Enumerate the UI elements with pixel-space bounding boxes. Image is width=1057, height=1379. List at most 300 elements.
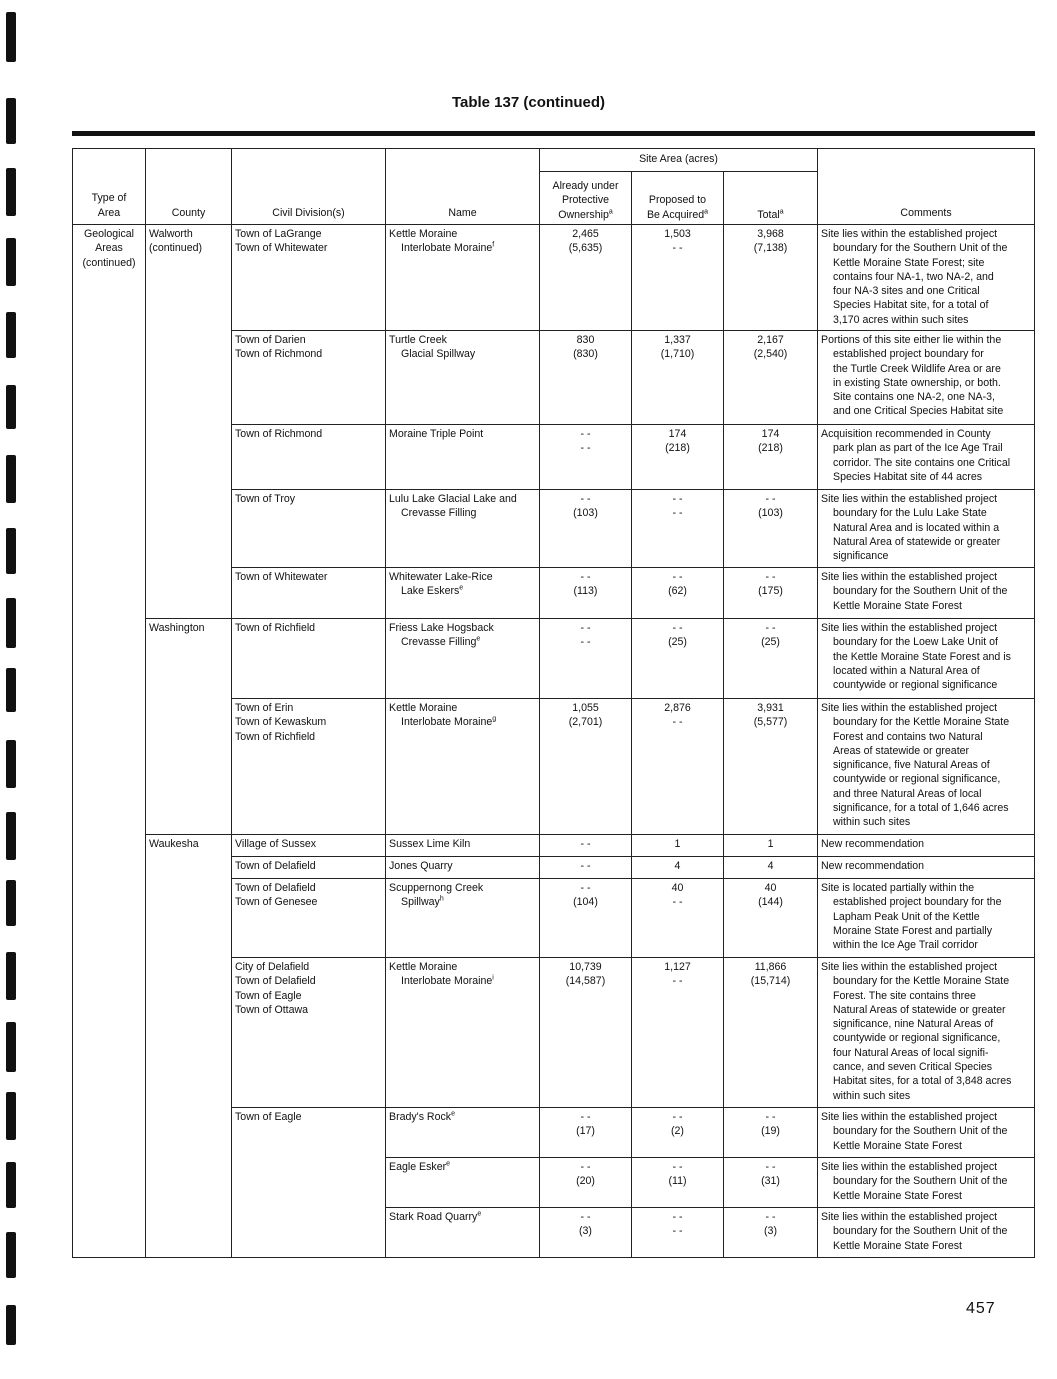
footnote-mark: a	[608, 208, 613, 216]
site-name-cell	[386, 835, 540, 857]
comment-line: Site lies within the established project	[821, 961, 998, 973]
header-type-line: Type of	[91, 192, 127, 205]
comment-line: and one Critical Species Habitat site	[833, 405, 1004, 418]
site-name-line: Scuppernong Creek	[389, 882, 484, 894]
comments-cell	[818, 619, 1035, 699]
site-name-cell	[386, 1158, 540, 1208]
site-name-line: Moraine Triple Point	[389, 428, 484, 440]
comments-cell	[818, 490, 1035, 568]
comment-line: Site lies within the established project	[821, 622, 998, 634]
header-civil-division: Civil Division(s)	[232, 149, 386, 225]
comment-line: Site lies within the established project	[821, 571, 998, 583]
proposed-acres-cell	[632, 857, 724, 879]
footnote-mark: e	[451, 1110, 455, 1118]
proposed-acres-line: - -	[672, 1161, 683, 1173]
comment-line: countywide or regional significance,	[833, 773, 1001, 786]
comment-line: boundary for the Southern Unit of the	[833, 1225, 1008, 1238]
binding-mark	[6, 952, 16, 1000]
site-name-cell	[386, 857, 540, 879]
total-acres-cell	[724, 1208, 818, 1258]
site-name-cell	[386, 1208, 540, 1258]
civil-division-cell	[232, 225, 386, 331]
comment-line: New recommendation	[821, 860, 925, 872]
civil-division-cell	[232, 619, 386, 699]
site-name-line: Lulu Lake Glacial Lake and	[389, 493, 517, 505]
comment-line: Site lies within the established project	[821, 1161, 998, 1173]
comment-line: cance, and seven Critical Species	[833, 1061, 993, 1074]
already-owned-line: (2,701)	[568, 716, 603, 729]
county-cell	[146, 225, 232, 619]
already-owned-cell	[540, 1158, 632, 1208]
total-acres-cell	[724, 331, 818, 425]
proposed-acres-line: 1,503	[664, 228, 691, 240]
already-owned-line: (104)	[573, 896, 598, 909]
binding-mark	[6, 740, 16, 788]
proposed-acres-line: (1,710)	[660, 348, 695, 361]
site-name-line: Friess Lake Hogsback	[389, 622, 494, 634]
total-acres-line: 1	[767, 838, 774, 850]
comment-line: Kettle Moraine State Forest	[833, 1189, 962, 1202]
civil-division-cell	[232, 835, 386, 857]
binding-mark	[6, 312, 16, 358]
comment-line: Site lies within the established project	[821, 1111, 998, 1123]
comment-line: Site lies within the established project	[821, 702, 998, 714]
already-owned-line: - -	[580, 622, 591, 634]
binding-mark	[6, 1092, 16, 1140]
civil-division-line: Town of Delafield	[235, 975, 316, 988]
site-name-line: Kettle Moraine	[389, 961, 458, 973]
county-line: (continued)	[149, 242, 202, 255]
binding-mark	[6, 385, 16, 429]
already-owned-cell	[540, 958, 632, 1108]
civil-division-line: Town of Delafield	[235, 860, 316, 872]
already-owned-line: - -	[580, 493, 591, 505]
total-acres-cell	[724, 225, 818, 331]
site-name-cell	[386, 225, 540, 331]
total-acres-cell	[724, 835, 818, 857]
footnote-mark: a	[704, 208, 709, 216]
comment-line: boundary for the Kettle Moraine State	[833, 716, 1010, 729]
comment-line: located within a Natural Area of	[833, 664, 980, 677]
total-acres-line: 3,968	[757, 228, 784, 240]
comment-line: in existing State ownership, or both.	[833, 376, 1001, 389]
already-owned-cell	[540, 331, 632, 425]
already-owned-cell	[540, 225, 632, 331]
comment-line: within such sites	[833, 1089, 911, 1102]
site-name-line: Brady's Rock$^e$	[389, 1110, 455, 1123]
comment-line: Site lies within the established project	[821, 1211, 998, 1223]
comment-line: boundary for the Southern Unit of the	[833, 1125, 1008, 1138]
site-name-line: Whitewater Lake-Rice	[389, 571, 493, 583]
site-name-line: Turtle Creek	[389, 334, 447, 346]
proposed-acres-line: (218)	[665, 442, 690, 455]
total-acres-line: - -	[765, 1161, 776, 1173]
comment-line: the Turtle Creek Wildlife Area or are	[833, 362, 1001, 375]
total-acres-line: (5,577)	[753, 716, 788, 729]
total-acres-line: (175)	[758, 585, 783, 598]
site-name-line: Sussex Lime Kiln	[389, 838, 471, 850]
site-name-line: Stark Road Quarry$^e$	[389, 1210, 482, 1223]
proposed-acres-cell	[632, 1208, 724, 1258]
proposed-acres-line: - -	[672, 507, 683, 520]
comment-line: Habitat sites, for a total of 3,848 acres	[833, 1075, 1012, 1088]
total-acres-line: (31)	[761, 1175, 780, 1188]
proposed-acres-line: - -	[672, 571, 683, 583]
civil-division-cell	[232, 857, 386, 879]
already-owned-line: - -	[580, 838, 591, 850]
proposed-acres-cell	[632, 835, 724, 857]
total-acres-line: 3,931	[757, 702, 784, 714]
already-owned-line: - -	[580, 882, 591, 894]
already-owned-line: (103)	[573, 507, 598, 520]
already-owned-cell	[540, 490, 632, 568]
total-acres-line: - -	[765, 571, 776, 583]
binding-mark	[6, 880, 16, 926]
binding-mark	[6, 238, 16, 286]
civil-division-line: Town of Kewaskum	[235, 716, 327, 729]
civil-division-line: Town of Richmond	[235, 348, 323, 361]
total-acres-line: - -	[765, 1111, 776, 1123]
comment-line: Species Habitat site, for a total of	[833, 299, 989, 312]
type-of-area-line: (continued)	[82, 256, 136, 269]
proposed-acres-line: (25)	[668, 636, 687, 649]
binding-mark	[6, 812, 16, 860]
already-owned-cell	[540, 1208, 632, 1258]
header-site-area: Site Area (acres)	[540, 149, 818, 172]
comments-cell	[818, 425, 1035, 490]
comment-line: Moraine State Forest and partially	[833, 924, 993, 937]
county-cell	[146, 619, 232, 835]
title-rule	[72, 131, 1035, 136]
footnote-mark: e	[459, 584, 464, 592]
page-title: Table 137 (continued)	[451, 94, 606, 111]
site-name-cell	[386, 490, 540, 568]
comment-line: boundary for the Kettle Moraine State	[833, 975, 1010, 988]
already-owned-line: (20)	[576, 1175, 595, 1188]
proposed-acres-line: 174	[668, 428, 687, 440]
proposed-acres-line: - -	[672, 716, 683, 729]
table-row	[73, 225, 1035, 331]
site-name-cell	[386, 619, 540, 699]
already-owned-line: (830)	[573, 348, 598, 361]
total-acres-line: (15,714)	[750, 975, 791, 988]
county-cell	[146, 835, 232, 1258]
binding-mark	[6, 528, 16, 574]
already-owned-line: (3)	[579, 1225, 592, 1238]
footnote-mark: g	[492, 715, 497, 723]
site-name-line: Eagle Esker$^e$	[389, 1160, 451, 1173]
comment-line: boundary for the Southern Unit of the	[833, 585, 1008, 598]
civil-division-cell	[232, 699, 386, 835]
comment-line: Natural Area of statewide or greater	[833, 535, 1001, 548]
already-owned-cell	[540, 568, 632, 619]
proposed-acres-line: - -	[672, 1111, 683, 1123]
proposed-acres-cell	[632, 958, 724, 1108]
comment-line: four NA-3 sites and one Critical	[833, 285, 980, 298]
comments-cell	[818, 568, 1035, 619]
proposed-acres-cell	[632, 568, 724, 619]
comments-cell	[818, 1158, 1035, 1208]
already-owned-line: - -	[580, 442, 591, 455]
binding-mark	[6, 1232, 16, 1278]
comments-cell	[818, 958, 1035, 1108]
proposed-acres-cell	[632, 425, 724, 490]
already-owned-line: - -	[580, 1211, 591, 1223]
proposed-acres-line: (11)	[668, 1175, 687, 1188]
type-of-area-line: Areas	[95, 242, 123, 255]
already-owned-line: 2,465	[572, 228, 599, 240]
civil-division-line: Town of Whitewater	[235, 571, 328, 583]
site-name-line: Spillway$^h$	[401, 895, 444, 909]
comments-cell	[818, 1108, 1035, 1158]
civil-division-line: Town of Richmond	[235, 428, 323, 440]
header-already-line: Ownership	[558, 208, 609, 221]
civil-division-line: Town of Richfield	[235, 730, 316, 743]
header-proposed-line: Be Acquired	[646, 208, 705, 221]
header-type-line: Area	[97, 206, 121, 219]
comment-line: Natural Areas of statewide or greater	[833, 1003, 1006, 1016]
site-name-line: Glacial Spillway	[401, 348, 476, 361]
civil-division-line: Town of Whitewater	[235, 242, 328, 255]
comment-line: Areas of statewide or greater	[833, 744, 970, 757]
comment-line: corridor. The site contains one Critical	[833, 456, 1011, 469]
civil-division-line: Town of Eagle	[235, 1111, 302, 1123]
header-proposed-line: Proposed to	[648, 194, 707, 207]
comment-line: Site is located partially within the	[821, 882, 975, 894]
proposed-acres-line: - -	[672, 493, 683, 505]
already-owned-cell	[540, 835, 632, 857]
already-owned-line: - -	[580, 1161, 591, 1173]
header-name: Name	[386, 149, 540, 225]
already-owned-line: 1,055	[572, 702, 599, 714]
comment-line: Natural Area and is located within a	[833, 521, 1000, 534]
site-name-cell	[386, 331, 540, 425]
type-of-area-line: Geological	[83, 228, 135, 240]
comments-cell	[818, 225, 1035, 331]
proposed-acres-cell	[632, 1158, 724, 1208]
total-acres-cell	[724, 490, 818, 568]
comment-line: Lapham Peak Unit of the Kettle	[833, 910, 980, 923]
comment-line: Species Habitat site of 44 acres	[833, 470, 983, 483]
comment-line: countywide or regional significance,	[833, 1032, 1001, 1045]
already-owned-line: (14,587)	[565, 975, 606, 988]
site-name-cell	[386, 958, 540, 1108]
civil-division-line: Village of Sussex	[235, 838, 317, 850]
proposed-acres-line: 1	[674, 838, 681, 850]
proposed-acres-line: 40	[671, 882, 684, 894]
proposed-acres-line: - -	[672, 1211, 683, 1223]
comment-line: established project boundary for	[833, 348, 984, 361]
comment-line: significance, nine Natural Areas of	[833, 1018, 994, 1031]
header-county: County	[146, 149, 232, 225]
site-name-line: Kettle Moraine	[389, 702, 458, 714]
civil-division-line: Town of Genesee	[235, 896, 318, 909]
comment-line: Portions of this site either lie within the	[821, 334, 1002, 346]
proposed-acres-line: - -	[672, 896, 683, 909]
civil-division-line: Town of Ottawa	[235, 1003, 309, 1016]
binding-mark	[6, 598, 16, 648]
comments-cell	[818, 879, 1035, 958]
site-name-cell	[386, 425, 540, 490]
proposed-acres-line: - -	[672, 1225, 683, 1238]
total-acres-line: 40	[764, 882, 777, 894]
comment-line: contains four NA-1, two NA-2, and	[833, 270, 994, 283]
comment-line: Site lies within the established project	[821, 228, 998, 240]
total-acres-line: - -	[765, 1211, 776, 1223]
proposed-acres-cell	[632, 331, 724, 425]
already-owned-cell	[540, 879, 632, 958]
already-owned-cell	[540, 1108, 632, 1158]
county-line: Washington	[149, 622, 205, 634]
civil-division-line: Town of Darien	[235, 334, 306, 346]
proposed-acres-line: - -	[672, 622, 683, 634]
page-number: 457	[966, 1300, 996, 1317]
comment-line: established project boundary for the	[833, 896, 1002, 909]
comment-line: boundary for the Loew Lake Unit of	[833, 636, 998, 649]
proposed-acres-cell	[632, 1108, 724, 1158]
footnote-mark: h	[439, 895, 444, 903]
total-acres-line: (7,138)	[753, 242, 788, 255]
comment-line: significance, for a total of 1,646 acres	[833, 802, 1009, 815]
proposed-acres-line: (62)	[668, 585, 687, 598]
proposed-acres-cell	[632, 699, 724, 835]
comment-line: boundary for the Southern Unit of the	[833, 242, 1008, 255]
comment-line: within such sites	[833, 816, 911, 829]
civil-division-cell	[232, 490, 386, 568]
type-of-area-cell	[73, 225, 146, 1258]
total-acres-cell	[724, 879, 818, 958]
header-type	[73, 149, 146, 225]
already-owned-line: - -	[580, 571, 591, 583]
civil-division-line: Town of Troy	[235, 493, 296, 505]
already-owned-line: (113)	[573, 585, 598, 598]
total-acres-line: (3)	[764, 1225, 777, 1238]
total-acres-line: (103)	[758, 507, 783, 520]
header-total-label: Total	[757, 208, 780, 221]
site-name-line: Lake Eskers$^e$	[401, 584, 464, 598]
total-acres-line: (2,540)	[753, 348, 788, 361]
footnote-mark: e	[477, 1210, 482, 1218]
already-owned-line: - -	[580, 1111, 591, 1123]
comment-line: Acquisition recommended in County	[821, 428, 991, 440]
header-already-line: Protective	[561, 194, 610, 207]
already-owned-line: - -	[580, 428, 591, 440]
site-name-line: Jones Quarry	[389, 860, 453, 872]
site-name-cell	[386, 568, 540, 619]
total-acres-line: 11,866	[754, 961, 787, 973]
comments-cell	[818, 835, 1035, 857]
proposed-acres-cell	[632, 879, 724, 958]
already-owned-line: 830	[576, 334, 595, 346]
already-owned-line: - -	[580, 636, 591, 649]
already-owned-line: - -	[580, 860, 591, 872]
binding-mark	[6, 455, 16, 503]
site-name-line: Interlobate Moraine$^g$	[401, 715, 497, 729]
header-total	[724, 172, 818, 225]
county-line: Walworth	[149, 228, 193, 240]
header-proposed	[632, 172, 724, 225]
total-acres-line: 4	[767, 860, 774, 872]
footnote-mark: a	[779, 208, 784, 216]
civil-division-cell	[232, 425, 386, 490]
comment-line: Kettle Moraine State Forest	[833, 1239, 962, 1252]
comment-line: within the Ice Age Trail corridor	[833, 939, 978, 952]
civil-division-cell	[232, 879, 386, 958]
site-name-line: Interlobate Moraine$^i$	[401, 974, 494, 988]
footnote-mark: e	[446, 1160, 451, 1168]
footnote-mark: e	[476, 635, 481, 643]
header-already-owned	[540, 172, 632, 225]
total-acres-cell	[724, 1158, 818, 1208]
binding-mark	[6, 12, 16, 62]
binding-mark	[6, 168, 16, 216]
total-acres-cell	[724, 857, 818, 879]
comment-line: and three Natural Areas of local	[833, 787, 982, 800]
total-acres-cell	[724, 1108, 818, 1158]
proposed-acres-cell	[632, 490, 724, 568]
proposed-acres-line: 4	[674, 860, 681, 872]
already-owned-cell	[540, 425, 632, 490]
total-acres-line: (19)	[761, 1125, 780, 1138]
proposed-acres-cell	[632, 619, 724, 699]
already-owned-line: (17)	[576, 1125, 595, 1138]
proposed-acres-line: 1,127	[664, 961, 691, 973]
binding-mark	[6, 668, 16, 712]
civil-division-line: Town of Delafield	[235, 882, 316, 894]
civil-division-cell	[232, 958, 386, 1108]
total-acres-line: 174	[761, 428, 780, 440]
site-name-cell	[386, 879, 540, 958]
site-name-line: Crevasse Filling	[401, 507, 477, 520]
site-name-line: Kettle Moraine	[389, 228, 458, 240]
already-owned-cell	[540, 699, 632, 835]
site-name-cell	[386, 699, 540, 835]
total-acres-line: (144)	[758, 896, 783, 909]
already-owned-line: (5,635)	[568, 242, 603, 255]
already-owned-line: 10,739	[569, 961, 602, 973]
site-name-line: Crevasse Filling$^e$	[401, 635, 481, 649]
civil-division-line: Town of LaGrange	[235, 228, 322, 240]
total-acres-cell	[724, 958, 818, 1108]
already-owned-cell	[540, 857, 632, 879]
total-acres-line: (218)	[758, 442, 783, 455]
already-owned-cell	[540, 619, 632, 699]
comment-line: Forest and contains two Natural	[833, 730, 983, 743]
comment-line: boundary for the Lulu Lake State	[833, 507, 987, 520]
total-acres-line: - -	[765, 622, 776, 634]
comments-cell	[818, 331, 1035, 425]
binding-mark	[6, 1305, 16, 1345]
comment-line: Forest. The site contains three	[833, 989, 976, 1002]
comment-line: Kettle Moraine State Forest	[833, 1139, 962, 1152]
comment-line: countywide or regional significance	[833, 679, 998, 692]
table-row	[73, 835, 1035, 857]
comment-line: four Natural Areas of local signifi-	[833, 1046, 989, 1059]
proposed-acres-line: - -	[672, 975, 683, 988]
comment-line: significance	[833, 550, 889, 563]
comment-line: boundary for the Southern Unit of the	[833, 1175, 1008, 1188]
proposed-acres-line: 2,876	[664, 702, 691, 714]
civil-division-line: Town of Richfield	[235, 622, 316, 634]
proposed-acres-line: 1,337	[664, 334, 691, 346]
table-row	[73, 619, 1035, 699]
total-acres-cell	[724, 568, 818, 619]
header-already-line: Already under	[552, 180, 619, 193]
comments-cell	[818, 699, 1035, 835]
total-acres-line: (25)	[761, 636, 780, 649]
comment-line: park plan as part of the Ice Age Trail	[833, 442, 1003, 455]
total-acres-line: 2,167	[757, 334, 784, 346]
